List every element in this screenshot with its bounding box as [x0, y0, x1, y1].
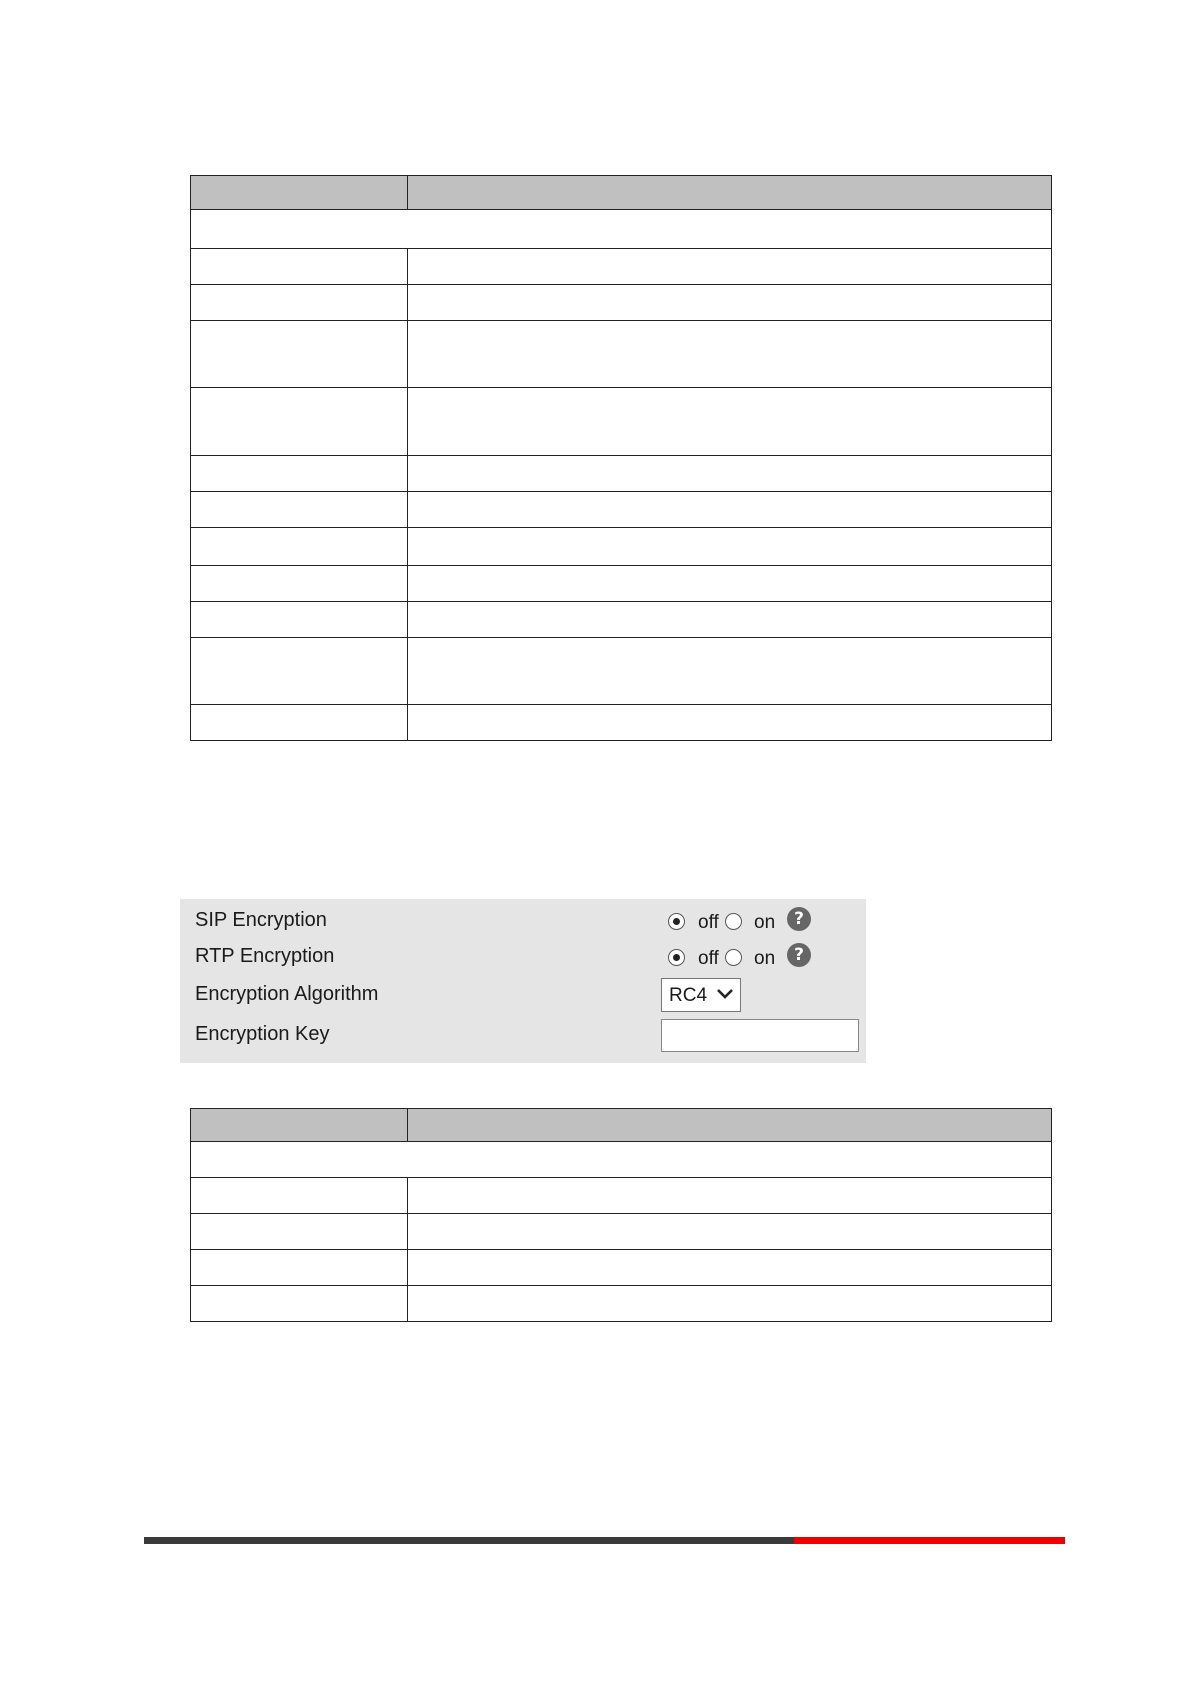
sip-encryption-label: SIP Encryption	[195, 909, 327, 931]
footer-bar-red	[794, 1537, 1065, 1544]
table-row	[191, 1178, 1052, 1214]
table-row	[191, 492, 1052, 528]
table-row	[191, 388, 1052, 456]
table-row	[191, 1214, 1052, 1250]
rtp-encryption-label: RTP Encryption	[195, 945, 335, 967]
table-row	[191, 638, 1052, 705]
table-row	[191, 1286, 1052, 1322]
sip-encryption-on-radio[interactable]	[725, 913, 742, 930]
encryption-algorithm-value: RC4	[669, 985, 708, 1006]
encryption-key-input[interactable]	[661, 1019, 859, 1052]
table-row	[191, 1250, 1052, 1286]
table-section-row	[191, 210, 1052, 249]
rtp-encryption-off-radio[interactable]	[668, 949, 685, 966]
table-row	[191, 566, 1052, 602]
question-circle-icon[interactable]: ?	[787, 943, 811, 967]
parameter-table-1	[190, 175, 1052, 741]
footer-bar-dark	[144, 1537, 794, 1544]
rtp-encryption-on-label: on	[754, 948, 776, 969]
question-circle-icon[interactable]: ?	[787, 907, 811, 931]
encryption-key-label: Encryption Key	[195, 1023, 330, 1045]
table-row	[191, 456, 1052, 492]
table-section-row	[191, 1142, 1052, 1178]
table-header-row	[191, 176, 1052, 210]
encryption-settings-panel	[180, 899, 866, 1063]
rtp-encryption-on-radio[interactable]	[725, 949, 742, 966]
encryption-algorithm-label: Encryption Algorithm	[195, 983, 379, 1005]
encryption-algorithm-select[interactable]	[661, 978, 741, 1012]
table-row	[191, 602, 1052, 638]
sip-encryption-on-label: on	[754, 912, 776, 933]
sip-encryption-off-label: off	[698, 912, 719, 933]
table-row	[191, 321, 1052, 388]
table-header-row	[191, 1109, 1052, 1142]
table-row	[191, 528, 1052, 566]
table-row	[191, 249, 1052, 285]
table-row	[191, 705, 1052, 741]
rtp-encryption-off-label: off	[698, 948, 719, 969]
chevron-down-icon	[716, 988, 734, 1000]
table-row	[191, 285, 1052, 321]
sip-encryption-off-radio[interactable]	[668, 913, 685, 930]
parameter-table-2	[190, 1108, 1052, 1322]
